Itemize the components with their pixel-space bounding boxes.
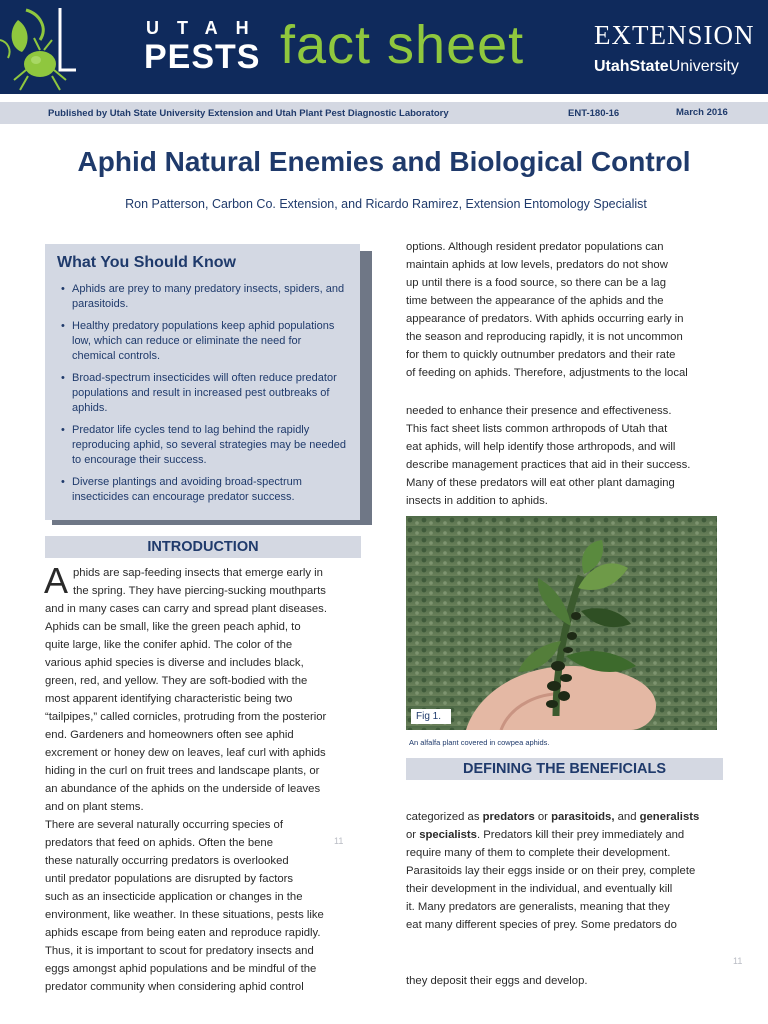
text-line: There are several naturally occurring species of [45, 819, 283, 831]
publisher-text: Published by Utah State University Extension and Utah Plant Pest Diagnostic Laboratory [48, 108, 449, 119]
beneficials-text [406, 808, 736, 934]
text-line: appearance of predators. With aphids occurring early in [406, 313, 684, 325]
utah-wordmark: UTAH [146, 18, 267, 38]
text-line: insects in addition to aphids. [406, 495, 548, 507]
text-line: needed to enhance their presence and effectiveness. [406, 405, 672, 417]
introduction-heading: INTRODUCTION [45, 536, 361, 558]
text-line: Parasitoids lay their eggs inside or on their prey, complete [406, 865, 696, 877]
text-line: hiding in the curl on fruit trees and landscape plants, or [45, 765, 320, 777]
text-line: “tailpipes,” called cornicles, protruding from the posterior [45, 711, 327, 723]
text-line: green, red, and yellow. They are soft-bodied with the [45, 675, 308, 687]
usu-wordmark: UtahStateUniversity [594, 58, 739, 75]
know-box-heading: What You Should Know [57, 254, 236, 271]
text-line: their development in the individual, and eventually kill [406, 883, 673, 895]
term-specialists: specialists [419, 829, 477, 841]
extension-wordmark: EXTENSION [594, 20, 755, 50]
header-banner [0, 0, 768, 94]
know-item: • Diverse plantings and avoiding broad-spectrum insecticides can encourage predator success. [57, 475, 346, 505]
text-line: Many of these predators will eat other plant damaging [406, 477, 675, 489]
beneficials-last-line [406, 972, 726, 990]
text-line: up until there is a food source, so there can be a lag [406, 277, 666, 289]
text-line: most apparent identifying characteristic being two [45, 693, 293, 705]
text-line: for them to quickly outnumber predators and their rate [406, 349, 676, 361]
term-generalists: generalists [639, 811, 700, 823]
know-item: • Healthy predatory populations keep aphid populations low, which can reduce or eliminate the need for chemical controls. [57, 319, 346, 364]
text-line: eggs amongst aphid populations and be mindful of the [45, 963, 317, 975]
text-line: phids are sap-feeding insects that emerge early in [73, 567, 323, 579]
authors-line: Ron Patterson, Carbon Co. Extension, and Ricardo Ramirez, Extension Entomology Specialist [125, 197, 647, 211]
stray-mark: 11 [733, 956, 743, 966]
text-line: these naturally occurring predators is overlooked [45, 855, 289, 867]
text-line: predators that feed on aphids. Often the bene [45, 837, 273, 849]
text-line: they deposit their eggs and develop. [406, 975, 588, 987]
know-item: • Broad-spectrum insecticides will often reduce predator populations and result in increased pest outbreaks of aphids. [57, 371, 346, 416]
intro-dropcap: A [44, 560, 69, 601]
publication-date: March 2016 [676, 107, 728, 118]
text-line: excrement or honey dew on leaves, leaf curl with aphids [45, 747, 326, 759]
text-line: and on plant stems. [45, 801, 144, 813]
figure-label: Fig 1. [411, 709, 451, 724]
photo-illustration [406, 516, 717, 730]
intro-text [44, 560, 365, 996]
text-line: This fact sheet lists common arthropods of Utah that [406, 423, 668, 435]
text-line: or specialists. Predators kill their prey immediately and [406, 829, 685, 841]
publication-bar [0, 102, 768, 124]
know-box-list [57, 282, 346, 505]
text-line: end. Gardeners and homeowners often see aphid [45, 729, 294, 741]
text-line: of feeding on aphids. Therefore, adjustments to the local [406, 367, 688, 379]
defining-heading: DEFINING THE BENEFICIALS [406, 758, 723, 780]
know-item: • Aphids are prey to many predatory insects, spiders, and parasitoids. [57, 282, 346, 312]
text-line: options. Although resident predator populations can [406, 241, 664, 253]
stray-mark: 11 [334, 836, 344, 846]
text-line: it. Many predators are generalists, meaning that they [406, 901, 670, 913]
page-title: Aphid Natural Enemies and Biological Control [77, 146, 691, 177]
publication-number: ENT-180-16 [568, 108, 620, 119]
text-line: eat many different species of prey. Some predators do [406, 919, 677, 931]
text-line: predator community when considering aphid control [45, 981, 304, 993]
text-line: environment, like weather. In these situations, pests like [45, 909, 324, 921]
text-line: and in many cases can carry and spread plant diseases. [45, 603, 327, 615]
right-text-b [406, 402, 726, 510]
text-line: the season and reproducing rapidly, it is not uncommon [406, 331, 683, 343]
text-line: Thus, it is important to scout for predatory insects and [45, 945, 314, 957]
text-line: various aphid species is diverse and includes black, [45, 657, 304, 669]
text-line: categorized as predators or parasitoids, and generalists [406, 811, 700, 823]
text-line: an abundance of the aphids on the underside of leaves [45, 783, 321, 795]
right-text-a [406, 238, 726, 382]
text-line: quite large, like the conifer aphid. The color of the [45, 639, 293, 651]
text-line: until predator populations are disrupted by factors [45, 873, 294, 885]
text-line: require many of them to complete their development. [406, 847, 671, 859]
text-line: time between the appearance of the aphids and the [406, 295, 664, 307]
figure-caption: An alfalfa plant covered in cowpea aphids. [409, 738, 550, 747]
text-line: such as an insecticide application or changes in the [45, 891, 303, 903]
know-item: • Predator life cycles tend to lag behind the rapidly reproducing aphid, so several strategies may be needed to encourage their success. [57, 423, 346, 468]
aphid-plant-photo [406, 516, 717, 730]
fact-sheet-wordmark: fact sheet [280, 15, 525, 75]
text-line: eat aphids, will help identify those arthropods, and will [406, 441, 676, 453]
pests-wordmark: PESTS [144, 38, 261, 76]
aphid-logo-icon [0, 0, 76, 94]
text-line: describe management practices that aid in their success. [406, 459, 691, 471]
text-line: maintain aphids at low levels, predators do not show [406, 259, 668, 271]
text-line: Aphids can be small, like the green peach aphid, to [45, 621, 301, 633]
text-line: the spring. They have piercing-sucking mouthparts [73, 585, 326, 597]
text-line: aphids escape from being eaten and reproduce rapidly. [45, 927, 321, 939]
know-box [45, 244, 360, 520]
term-predators: predators [482, 811, 535, 823]
term-parasitoids: parasitoids, [551, 811, 615, 823]
